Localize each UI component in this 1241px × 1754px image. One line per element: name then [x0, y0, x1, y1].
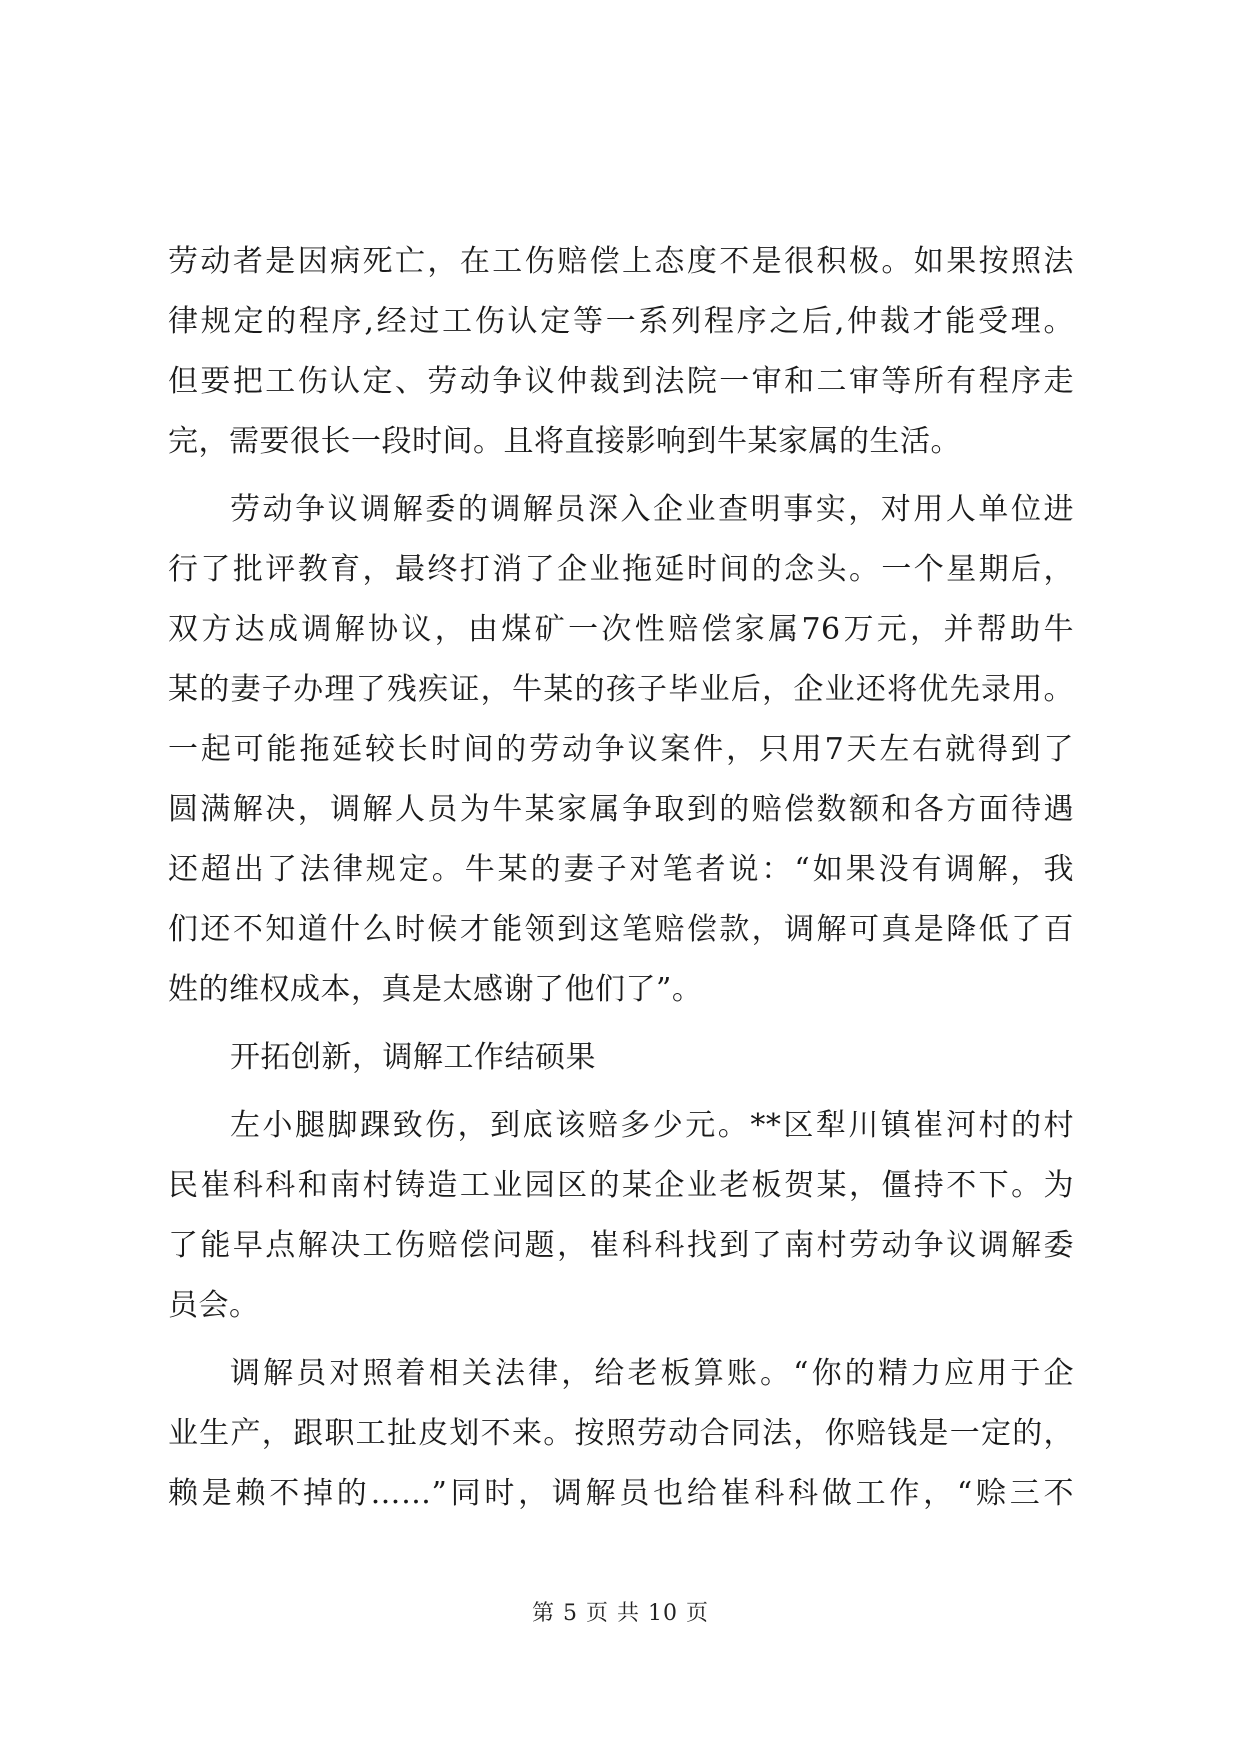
paragraph: [168, 1344, 1074, 1524]
text-line: 劳动者是因病死亡，在工伤赔偿上态度不是很积极。如果按照法: [168, 244, 1074, 279]
text-line: 左小腿脚踝致伤，到底该赔多少元。**区犁川镇崔河村的村: [230, 1108, 1074, 1143]
text-line: 赖是赖不掉的……”同时，调解员也给崔科科做工作，“赊三不: [168, 1476, 1074, 1511]
text-line: 某的妻子办理了残疾证，牛某的孩子毕业后，企业还将优先录用。: [168, 672, 1074, 707]
text-line: 姓的维权成本，真是太感谢了他们了”。: [168, 972, 703, 1007]
heading-line: 开拓创新，调解工作结硕果: [230, 1040, 596, 1075]
text-line: 了能早点解决工伤赔偿问题，崔科科找到了南村劳动争议调解委: [168, 1228, 1074, 1263]
text-line: 民崔科科和南村铸造工业园区的某企业老板贺某，僵持不下。为: [168, 1168, 1074, 1203]
text-line: 们还不知道什么时候才能领到这笔赔偿款，调解可真是降低了百: [168, 912, 1074, 947]
text-line: 调解员对照着相关法律，给老板算账。“你的精力应用于企: [230, 1356, 1074, 1391]
paragraph: [168, 480, 1074, 1020]
text-line: 一起可能拖延较长时间的劳动争议案件，只用7天左右就得到了: [168, 732, 1074, 767]
text-line: 双方达成调解协议，由煤矿一次性赔偿家属76万元，并帮助牛: [168, 612, 1074, 647]
paragraph: [168, 1096, 1074, 1336]
text-line: 劳动争议调解委的调解员深入企业查明事实，对用人单位进: [230, 492, 1074, 527]
text-line: 还超出了法律规定。牛某的妻子对笔者说：“如果没有调解，我: [168, 852, 1074, 887]
text-line: 行了批评教育，最终打消了企业拖延时间的念头。一个星期后，: [168, 552, 1074, 587]
text-line: 员会。: [168, 1288, 260, 1323]
text-line: 业生产，跟职工扯皮划不来。按照劳动合同法，你赔钱是一定的，: [168, 1416, 1074, 1451]
text-line: 圆满解决，调解人员为牛某家属争取到的赔偿数额和各方面待遇: [168, 792, 1074, 827]
text-line: 律规定的程序,经过工伤认定等一系列程序之后,仲裁才能受理。: [168, 304, 1074, 339]
page-number-footer: 第 5 页 共 10 页: [532, 1601, 709, 1626]
body-text: [168, 232, 1074, 1524]
paragraph: [168, 232, 1074, 472]
text-line: 完，需要很长一段时间。且将直接影响到牛某家属的生活。: [168, 424, 961, 459]
text-line: 但要把工伤认定、劳动争议仲裁到法院一审和二审等所有程序走: [168, 364, 1074, 399]
section-heading: [168, 1028, 1074, 1088]
